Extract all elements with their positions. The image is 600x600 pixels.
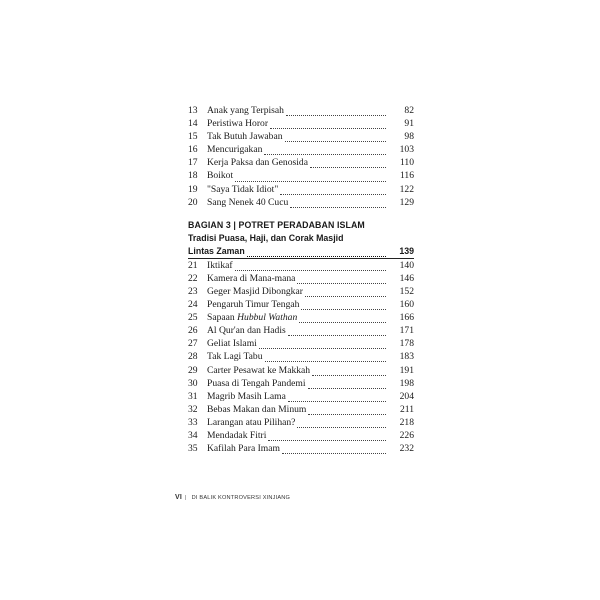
toc-entry [188, 104, 414, 117]
section-heading: BAGIAN 3 | POTRET PERADABAN ISLAM [188, 219, 365, 230]
toc-entry [188, 364, 414, 377]
entry-page-number: 82 [404, 105, 414, 116]
toc-entry [188, 285, 414, 298]
entry-number: 19 [188, 183, 198, 195]
dot-leader [308, 406, 386, 415]
entry-number: 17 [188, 157, 198, 169]
toc-entry [188, 324, 414, 337]
entry-title: Geger Masjid Dibongkar [207, 285, 303, 297]
toc-entry [188, 390, 414, 403]
dot-leader [235, 262, 386, 271]
entry-number: 34 [188, 429, 198, 441]
entry-title: Larangan atau Pilihan? [207, 416, 296, 428]
entry-number: 35 [188, 443, 198, 455]
toc-entry [188, 196, 414, 209]
entry-title-italic: Hubbul Wathan [237, 312, 298, 324]
entry-page-number: 232 [399, 443, 414, 455]
entry-title: Peristiwa Horor [207, 118, 269, 130]
dot-leader [265, 353, 387, 362]
entry-page-number: 91 [404, 118, 414, 130]
dot-leader [301, 301, 386, 310]
dot-leader [282, 445, 386, 454]
footer-separator: | [185, 494, 187, 501]
entry-page-number: 166 [399, 312, 414, 324]
entry-number: 27 [188, 338, 198, 350]
entry-page-number: 122 [399, 183, 414, 195]
entry-page-number: 178 [399, 338, 414, 350]
entry-page-number: 218 [399, 416, 414, 428]
entry-title: Anak yang Terpisah [207, 105, 284, 116]
dot-leader [270, 120, 386, 129]
entry-number: 13 [188, 105, 198, 116]
entry-page-number: 116 [399, 170, 414, 182]
entry-title: Kamera di Mana-mana [207, 272, 296, 284]
dot-leader [297, 419, 386, 428]
chapter-heading-line-1: Tradisi Puasa, Haji, dan Corak Masjid [188, 232, 344, 243]
dot-leader [308, 380, 386, 389]
toc-entry [188, 259, 414, 272]
entry-number: 28 [188, 351, 198, 363]
entry-page-number: 140 [399, 259, 414, 271]
dot-leader [297, 275, 386, 284]
running-title: DI BALIK KONTROVERSI XINJIANG [191, 494, 291, 501]
dot-leader [305, 288, 386, 297]
entry-title: Al Qur'an dan Hadis [207, 325, 286, 337]
chapter-page-number: 139 [399, 245, 414, 256]
toc-entry [188, 156, 414, 169]
dot-leader [299, 314, 386, 323]
entry-number: 30 [188, 377, 198, 389]
entry-page-number: 160 [399, 299, 414, 311]
entry-title: Magrib Masih Lama [207, 390, 286, 402]
section-gap [188, 209, 414, 219]
dot-leader [310, 159, 386, 168]
toc-entry [188, 298, 414, 311]
entry-number: 21 [188, 259, 198, 271]
toc-list-part-2 [188, 104, 414, 209]
toc-entry [188, 429, 414, 442]
toc-entry [188, 272, 414, 285]
toc-entry [188, 442, 414, 455]
toc-list-part-3 [188, 259, 414, 455]
entry-page-number: 191 [399, 364, 414, 376]
entry-page-number: 198 [399, 377, 414, 389]
entry-title: Pengaruh Timur Tengah [207, 299, 300, 311]
toc-entry [188, 337, 414, 350]
dot-leader [286, 107, 386, 116]
entry-title: Tak Butuh Jawaban [207, 131, 283, 143]
dot-leader [280, 186, 386, 195]
entry-number: 29 [188, 364, 198, 376]
toc-entry [188, 183, 414, 196]
entry-number: 18 [188, 170, 198, 182]
page-footer [175, 494, 290, 501]
entry-number: 31 [188, 390, 198, 402]
dot-leader [259, 340, 386, 349]
entry-page-number: 183 [399, 351, 414, 363]
dot-leader [288, 393, 386, 402]
entry-number: 14 [188, 118, 198, 130]
toc-entry [188, 416, 414, 429]
dot-leader [268, 432, 386, 441]
dot-leader [235, 173, 386, 182]
entry-number: 20 [188, 196, 198, 208]
entry-title: Carter Pesawat ke Makkah [207, 364, 311, 376]
entry-number: 23 [188, 285, 198, 297]
entry-number: 33 [188, 416, 198, 428]
entry-title: Sang Nenek 40 Cucu [207, 196, 289, 208]
dot-leader [247, 248, 386, 257]
dot-leader [290, 199, 386, 208]
entry-title [207, 311, 297, 324]
entry-number: 15 [188, 131, 198, 143]
entry-page-number: 204 [399, 390, 414, 402]
dot-leader [264, 146, 386, 155]
entry-page-number: 171 [399, 325, 414, 337]
entry-number: 16 [188, 144, 198, 156]
chapter-heading-row [188, 245, 414, 258]
toc-entry [188, 130, 414, 143]
page-folio: VI [175, 494, 183, 501]
entry-page-number: 146 [399, 272, 414, 284]
entry-page-number: 129 [399, 196, 414, 208]
entry-title: Mendadak Fitri [207, 429, 267, 441]
dot-leader [285, 133, 386, 142]
toc-entry [188, 311, 414, 324]
entry-title: Bebas Makan dan Minum [207, 403, 307, 415]
entry-title-prefix: Sapaan [207, 312, 238, 324]
table-of-contents [188, 104, 414, 455]
entry-number: 24 [188, 299, 198, 311]
entry-title: Mencurigakan [207, 144, 263, 156]
entry-title: Iktikaf [207, 259, 233, 271]
dot-leader [288, 327, 386, 336]
entry-title: Kafilah Para Imam [207, 443, 280, 455]
entry-title: Geliat Islami [207, 338, 257, 350]
entry-page-number: 226 [399, 429, 414, 441]
toc-entry [188, 350, 414, 363]
entry-number: 22 [188, 272, 198, 284]
entry-page-number: 98 [404, 131, 414, 143]
toc-entry [188, 377, 414, 390]
entry-page-number: 110 [399, 157, 414, 169]
entry-number: 26 [188, 325, 198, 337]
entry-title: "Saya Tidak Idiot" [207, 183, 279, 195]
entry-page-number: 152 [399, 285, 414, 297]
toc-entry [188, 403, 414, 416]
entry-number: 32 [188, 403, 198, 415]
entry-page-number: 103 [399, 144, 414, 156]
toc-entry [188, 143, 414, 156]
entry-title: Kerja Paksa dan Genosida [207, 157, 308, 169]
entry-title: Puasa di Tengah Pandemi [207, 377, 306, 389]
entry-page-number: 211 [399, 403, 414, 415]
toc-entry [188, 169, 414, 182]
chapter-heading-line-2: Lintas Zaman [188, 245, 245, 256]
dot-leader [312, 367, 386, 376]
entry-number: 25 [188, 312, 198, 324]
entry-title: Boikot [207, 170, 234, 182]
entry-title: Tak Lagi Tabu [207, 351, 263, 363]
toc-entry [188, 117, 414, 130]
